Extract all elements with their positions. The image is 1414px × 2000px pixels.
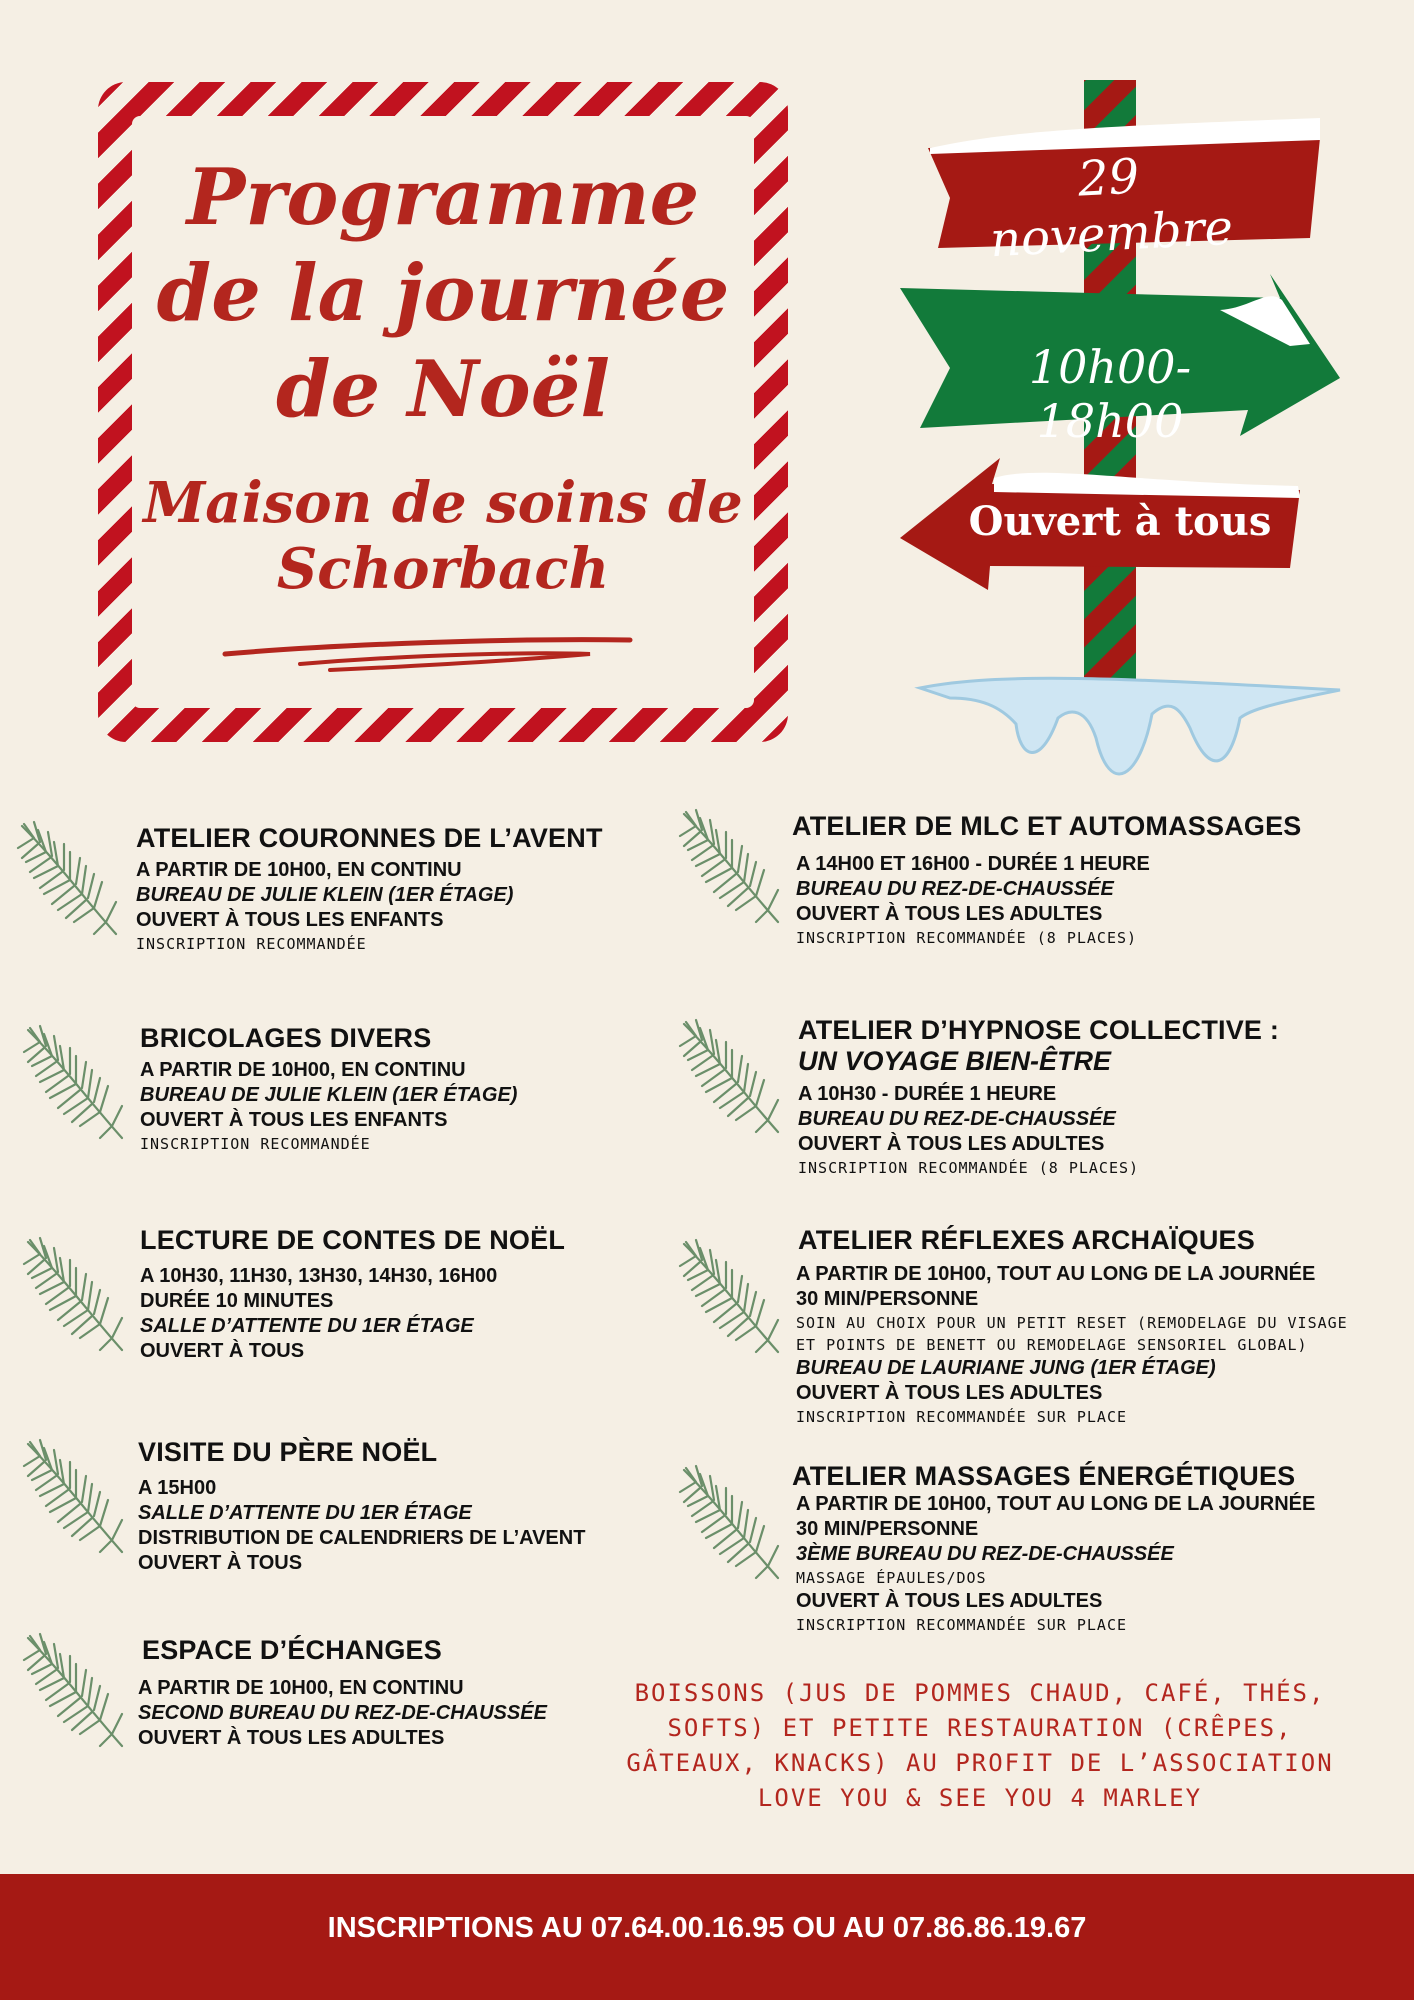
activity-title: ATELIER DE MLC ET AUTOMASSAGES <box>792 811 1302 841</box>
activity-time: A PARTIR DE 10H00, EN CONTINU <box>136 859 462 881</box>
activity-audience: OUVERT À TOUS LES ADULTES <box>796 1590 1103 1612</box>
activity-duration: DURÉE 10 MINUTES <box>140 1290 334 1312</box>
refreshments-note: BOISSONS (JUS DE POMMES CHAUD, CAFÉ, THÉS, SOFTS) ET PETITE RESTAURATION (CRÊPES, GÂTEAUX, KNACKS) AU PROFIT DE L’ASSOCIATION LOVE YOU & SEE YOU 4 MARLEY <box>626 1679 1334 1812</box>
activity-title: LECTURE DE CONTES DE NOËL <box>140 1225 566 1255</box>
activity-time: A 15H00 <box>138 1477 217 1499</box>
sign-open: Ouvert à tous <box>968 498 1272 545</box>
footer-registration-text: INSCRIPTIONS AU 07.64.00.16.95 OU AU 07.86.86.19.67 <box>327 1912 1087 1944</box>
activity-time: A PARTIR DE 10H00, EN CONTINU <box>138 1677 464 1699</box>
activity-massages <box>792 1460 1402 1636</box>
activity-description: SOIN AU CHOIX POUR UN PETIT RESET (REMODELAGE DU VISAGE <box>796 1314 1348 1332</box>
activity-note: INSCRIPTION RECOMMANDÉE SUR PLACE <box>796 1616 1128 1634</box>
fir-branch-icon <box>20 1436 130 1556</box>
fir-branch-icon <box>676 1016 786 1136</box>
activity-location: 3ÈME BUREAU DU REZ-DE-CHAUSSÉE <box>796 1543 1174 1565</box>
sign-date: 29 novembre <box>988 148 1235 269</box>
activity-reflexes <box>798 1224 1408 1428</box>
activity-audience: OUVERT À TOUS LES ADULTES <box>798 1133 1105 1155</box>
activity-audience: OUVERT À TOUS LES ADULTES <box>796 1382 1103 1404</box>
page-title: Programme de la journée de Noël <box>156 152 730 435</box>
activity-detail: DISTRIBUTION DE CALENDRIERS DE L’AVENT <box>138 1527 586 1549</box>
activity-location: BUREAU DE JULIE KLEIN (1ER ÉTAGE) <box>136 884 514 906</box>
activity-note: INSCRIPTION RECOMMANDÉE (8 PLACES) <box>798 1159 1140 1177</box>
fir-branch-icon <box>676 1462 786 1582</box>
activity-location: SALLE D’ATTENTE DU 1ER ÉTAGE <box>140 1315 474 1337</box>
activity-echanges <box>138 1634 678 1751</box>
activity-note: INSCRIPTION RECOMMANDÉE <box>136 935 367 953</box>
page-subtitle: Maison de soins de Schorbach <box>143 470 743 602</box>
fir-branch-icon <box>20 1630 130 1750</box>
activity-couronnes <box>136 822 656 955</box>
underline-swash <box>220 626 640 676</box>
activity-hypnose <box>798 1014 1398 1179</box>
activity-description: MASSAGE ÉPAULES/DOS <box>796 1569 987 1587</box>
activity-location: BUREAU DU REZ-DE-CHAUSSÉE <box>796 878 1114 900</box>
activity-location: BUREAU DE JULIE KLEIN (1ER ÉTAGE) <box>140 1084 518 1106</box>
activity-title: ATELIER RÉFLEXES ARCHAÏQUES <box>798 1225 1255 1255</box>
activity-time: A 14H00 ET 16H00 - DURÉE 1 HEURE <box>796 853 1150 875</box>
activity-time: A PARTIR DE 10H00, EN CONTINU <box>140 1059 466 1081</box>
activity-description: ET POINTS DE BENETT OU REMODELAGE SENSORIEL GLOBAL) <box>796 1336 1308 1354</box>
fir-branch-icon <box>676 1236 786 1356</box>
activity-duration: 30 MIN/PERSONNE <box>796 1288 979 1310</box>
activity-audience: OUVERT À TOUS <box>138 1552 303 1574</box>
activity-audience: OUVERT À TOUS LES ADULTES <box>138 1727 445 1749</box>
activity-duration: 30 MIN/PERSONNE <box>796 1518 979 1540</box>
activity-bricolages <box>140 1022 660 1155</box>
activity-audience: OUVERT À TOUS LES ENFANTS <box>140 1109 448 1131</box>
activity-pere-noel <box>138 1436 678 1576</box>
activity-title: ESPACE D’ÉCHANGES <box>142 1635 442 1665</box>
activity-title: ATELIER COURONNES DE L’AVENT <box>136 823 603 853</box>
activity-audience: OUVERT À TOUS LES ENFANTS <box>136 909 444 931</box>
activity-note: INSCRIPTION RECOMMANDÉE <box>140 1135 371 1153</box>
activity-location: SECOND BUREAU DU REZ-DE-CHAUSSÉE <box>138 1702 547 1724</box>
activity-note: INSCRIPTION RECOMMANDÉE SUR PLACE <box>796 1408 1128 1426</box>
activity-location: BUREAU DE LAURIANE JUNG (1ER ÉTAGE) <box>796 1357 1216 1379</box>
fir-branch-icon <box>676 806 786 926</box>
activity-title: VISITE DU PÈRE NOËL <box>138 1437 438 1467</box>
activity-title: ATELIER MASSAGES ÉNERGÉTIQUES <box>792 1461 1296 1491</box>
activity-title: ATELIER D’HYPNOSE COLLECTIVE : <box>798 1015 1280 1045</box>
fir-branch-icon <box>14 818 124 938</box>
activity-time: A PARTIR DE 10H00, TOUT AU LONG DE LA JOURNÉE <box>796 1263 1316 1285</box>
activity-time: A 10H30, 11H30, 13H30, 14H30, 16H00 <box>140 1265 498 1287</box>
activity-location: SALLE D’ATTENTE DU 1ER ÉTAGE <box>138 1502 472 1524</box>
activity-audience: OUVERT À TOUS LES ADULTES <box>796 903 1103 925</box>
sign-hours: 10h00-18h00 <box>1028 340 1192 448</box>
activity-time: A PARTIR DE 10H00, TOUT AU LONG DE LA JOURNÉE <box>796 1493 1316 1515</box>
fir-branch-icon <box>20 1022 130 1142</box>
activity-audience: OUVERT À TOUS <box>140 1340 305 1362</box>
activity-subtitle: UN VOYAGE BIEN-ÊTRE <box>798 1046 1112 1076</box>
activity-time: A 10H30 - DURÉE 1 HEURE <box>798 1083 1057 1105</box>
activity-lecture <box>140 1224 680 1364</box>
activity-mlc <box>792 810 1392 949</box>
fir-branch-icon <box>20 1234 130 1354</box>
activity-note: INSCRIPTION RECOMMANDÉE (8 PLACES) <box>796 929 1138 947</box>
activity-title: BRICOLAGES DIVERS <box>140 1023 432 1053</box>
activity-location: BUREAU DU REZ-DE-CHAUSSÉE <box>798 1108 1116 1130</box>
